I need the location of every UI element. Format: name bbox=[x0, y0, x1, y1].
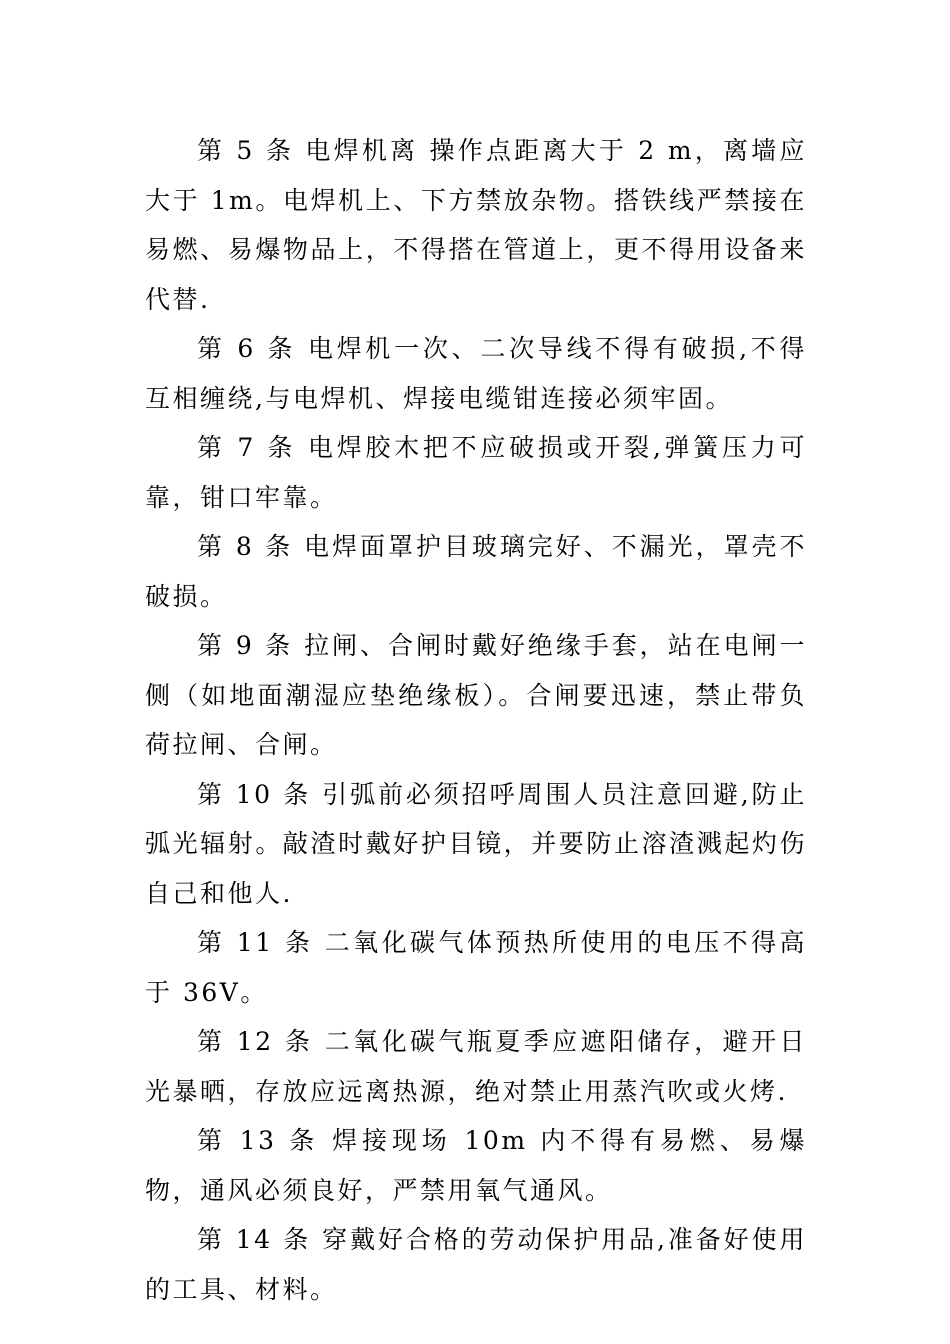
article-10: 第 10 条 引弧前必须招呼周围人员注意回避,防止弧光辐射。敲渣时戴好护目镜，并要防止溶渣溅起灼伤自己和他人. bbox=[145, 779, 807, 908]
article-13: 第 13 条 焊接现场 10m 内不得有易燃、易爆物，通风必须良好，严禁用氧气通风。 bbox=[145, 1126, 807, 1205]
article-5: 第 5 条 电焊机离 操作点距离大于 2 m，离墙应大于 1m。电焊机上、下方禁放杂物。搭铁线严禁接在易燃、易爆物品上，不得搭在管道上，更不得用设备来代替. bbox=[145, 136, 807, 314]
article-14: 第 14 条 穿戴好合格的劳动保护用品,准备好使用的工具、材料。 bbox=[145, 1225, 807, 1304]
article-7: 第 7 条 电焊胶木把不应破损或开裂,弹簧压力可靠，钳口牢靠。 bbox=[145, 433, 807, 512]
article-9: 第 9 条 拉闸、合闸时戴好绝缘手套，站在电闸一侧（如地面潮湿应垫绝缘板）。合闸要迅速，禁止带负荷拉闸、合闸。 bbox=[145, 631, 807, 759]
article-11: 第 11 条 二氧化碳气体预热所使用的电压不得高于 36V。 bbox=[145, 928, 807, 1007]
article-12: 第 12 条 二氧化碳气瓶夏季应遮阳储存，避开日光暴晒，存放应远离热源，绝对禁止用蒸汽吹或火烤. bbox=[145, 1027, 807, 1106]
article-8: 第 8 条 电焊面罩护目玻璃完好、不漏光，罩壳不破损。 bbox=[145, 532, 807, 611]
document-body bbox=[145, 126, 807, 1314]
article-6: 第 6 条 电焊机一次、二次导线不得有破损,不得互相缠绕,与电焊机、焊接电缆钳连接必须牢固。 bbox=[145, 334, 807, 413]
